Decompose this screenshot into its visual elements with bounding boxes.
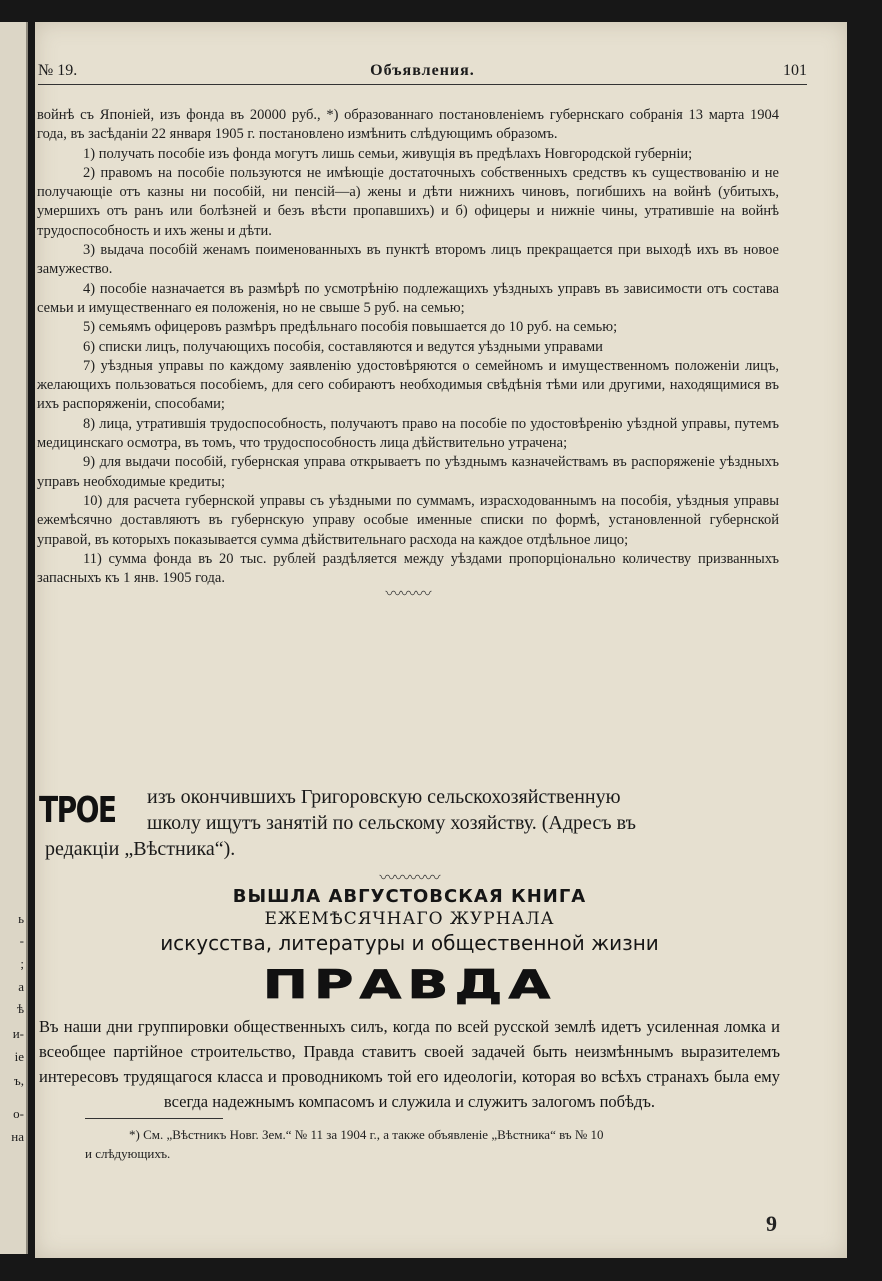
fragment-text: ѣ (16, 1001, 24, 1016)
page-header (38, 62, 807, 85)
journal-title: ПРАВДА (262, 961, 557, 1008)
notice-line: редакціи „Вѣстника“). (45, 838, 236, 860)
paragraph: 2) правомъ на пособіе пользуются не имѣющіе достаточныхъ собственныхъ средствъ къ существованію и не получающіе отъ казны ни пособій, ни пенсій—а) жены и дѣти нижнихъ чиновъ, погибшихъ на войнѣ (убитыхъ, умершихъ отъ ранъ или болѣзней и безъ вѣсти пропавшихъ) и б) офицеры и нижніе чины, утратившіе на войнѣ трудоспособность и ихъ жены и дѣти. (37, 164, 779, 239)
article-body (37, 106, 779, 602)
notice-line: школу ищутъ занятій по сельскому хозяйству. (Адресъ въ (147, 812, 636, 834)
fragment-text: о- (13, 1106, 24, 1121)
advertisement-block (37, 872, 782, 1114)
paragraph: войнѣ съ Японіей, изъ фонда въ 20000 руб., *) образованнаго постановленіемъ губернскаго собранія 13 марта 1904 года, въ засѣданіи 22 января 1905 г. постановлено измѣнить слѣдующимъ образомъ. (37, 107, 779, 143)
footnote-rule (85, 1118, 223, 1119)
adjacent-page-edge (0, 22, 28, 1254)
paragraph: 1) получать пособіе изъ фонда могутъ лишь семьи, живущія въ предѣлахъ Новгородской губерніи; (83, 145, 693, 162)
notice-block (37, 786, 782, 866)
ad-text: Въ наши дни группировки общественныхъ силъ, когда по всей русской землѣ идетъ усиленная ломка и всеобщее партійное строительство, Правда ставитъ своей задачей быть неизмѣннымъ выразителемъ интересовъ трудящагося класса и проводникомъ той его идеологіи, которая во всѣхъ странахъ была ему всегда надежнымъ компасомъ и служила и служитъ залогомъ побѣдъ. (39, 1017, 780, 1111)
fragment-text: на (11, 1129, 24, 1144)
notice-headword: ТРОЕ (39, 790, 116, 831)
paragraph: 3) выдача пособій женамъ поименованныхъ въ пунктѣ второмъ лицъ прекращается при выходѣ ихъ въ новое замужество. (37, 242, 779, 278)
paragraph: 7) уѣздныя управы по каждому заявленію удостовѣряются о семейномъ и имущественномъ положеніи лицъ, желающихъ пользоваться пособіемъ, для сего собираютъ необходимыя свѣдѣнія тѣми или другими, находящимися въ ихъ распоряженіи, способами; (37, 357, 779, 413)
fragment-text: и- (12, 1026, 24, 1041)
footnote-line: и слѣдующихъ. (85, 1146, 171, 1161)
footnote-line: *) См. „Вѣстникъ Новг. Зем.“ № 11 за 1904 г., а также объявленіе „Вѣстника“ въ № 10 (129, 1127, 604, 1142)
ad-tagline: искусства, литературы и общественной жизни (160, 931, 659, 955)
paragraph: 6) списки лицъ, получающихъ пособія, составляются и ведутся уѣздными управами (83, 338, 603, 355)
ad-heading: ВЫШЛА АВГУСТОВСКАЯ КНИГА (232, 886, 587, 907)
issue-number: № 19. (38, 62, 78, 79)
paragraph: 9) для выдачи пособій, губернская управа открываетъ по уѣзднымъ казначействамъ въ распоряженіе уѣздныхъ управъ необходимые кредиты; (37, 454, 779, 490)
section-title: Объявления. (370, 62, 475, 79)
fragment-text: іе (14, 1049, 24, 1064)
fragment-text: ; (20, 956, 24, 971)
footnote (85, 1125, 785, 1163)
ad-subheading: ЕЖЕМѢСЯЧНАГО ЖУРНАЛА (264, 909, 555, 929)
wavy-divider: 〰〰〰〰 (379, 870, 440, 887)
paragraph: 10) для расчета губернской управы съ уѣздными по суммамъ, израсходованнымъ на пособія, уѣздныя управы ежемѣсячно доставляютъ въ губернскую управу особые именные списки по формѣ, установленной губернской управой, въ которыхъ показывается сумма дѣйствительнаго расхода на каждое отдѣльное лицо; (37, 492, 779, 548)
paragraph: 5) семьямъ офицеровъ размѣръ предѣльнаго пособія повышается до 10 руб. на семью; (83, 319, 618, 336)
fragment-text: а (18, 979, 24, 994)
fragment-text: ь (18, 911, 24, 926)
notice-line: изъ окончившихъ Григоровскую сельскохозяйственную (147, 786, 621, 808)
paragraph: 4) пособіе назначается въ размѣрѣ по усмотрѣнію подлежащихъ уѣздныхъ управъ въ зависимости отъ состава семьи и имущественнаго ея положенія, но не свыше 5 руб. на семью; (37, 280, 779, 316)
paragraph: 8) лица, утратившія трудоспособность, получаютъ право на пособіе по удостовѣренію уѣздной управы, путемъ медицинскаго осмотра, въ томъ, что трудоспособность лица дѣйствительно утрачена; (37, 415, 779, 452)
paragraph: 11) сумма фонда въ 20 тыс. рублей раздѣляется между уѣздами пропорціонально количеству призванныхъ запасныхъ къ 1 янв. 1905 года. (37, 550, 779, 587)
fragment-text: - (19, 933, 24, 948)
page-number: 101 (783, 62, 807, 79)
corner-mark: 9 (766, 1211, 777, 1236)
fragment-text: ъ, (14, 1073, 24, 1088)
wavy-divider: 〰〰〰 (385, 586, 431, 604)
